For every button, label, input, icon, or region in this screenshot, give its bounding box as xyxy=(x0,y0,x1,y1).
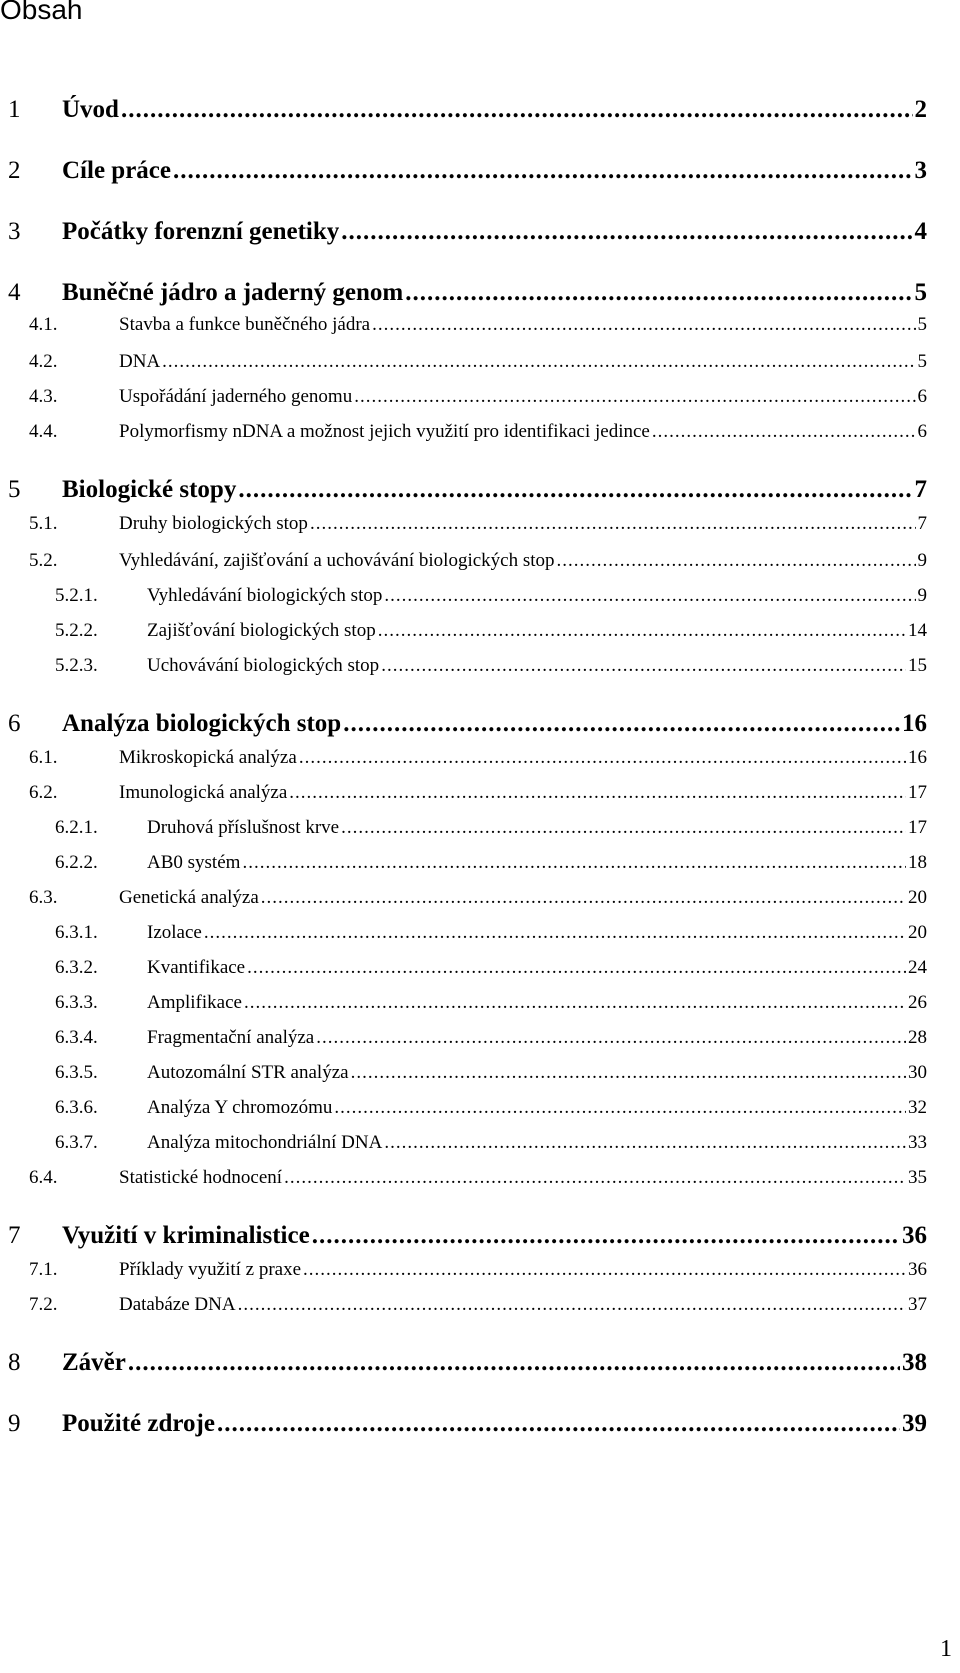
toc-entry-label: Analýza biologických stop xyxy=(62,710,342,737)
toc-entry[interactable] xyxy=(29,314,927,336)
toc-entry-number: 6.4. xyxy=(29,1167,58,1188)
toc-dot-leader xyxy=(121,96,913,124)
toc-entry-number: 7 xyxy=(8,1222,21,1249)
toc-entry[interactable] xyxy=(55,1097,927,1119)
toc-dot-leader xyxy=(652,421,916,443)
toc-dot-leader xyxy=(303,1259,906,1281)
toc-dot-leader xyxy=(310,513,916,535)
toc-entry-page: 14 xyxy=(908,620,927,641)
toc-entry-label: Statistické hodnocení xyxy=(119,1167,283,1188)
toc-entry-page: 36 xyxy=(908,1259,927,1280)
toc-entry-page: 35 xyxy=(908,1167,927,1188)
toc-entry-page: 7 xyxy=(914,476,927,503)
toc-dot-leader xyxy=(343,710,900,738)
toc-entry-page: 9 xyxy=(917,550,927,571)
toc-entry-label: Genetická analýza xyxy=(119,887,259,908)
toc-entry[interactable] xyxy=(29,887,927,909)
toc-entry[interactable] xyxy=(8,1349,927,1377)
toc-entry-label: Vyhledávání biologických stop xyxy=(147,585,383,606)
toc-dot-leader xyxy=(381,655,906,677)
toc-dot-leader xyxy=(238,476,912,504)
toc-entry-label: Úvod xyxy=(62,96,119,123)
toc-entry[interactable] xyxy=(29,386,927,408)
toc-entry-number: 5.2.2. xyxy=(55,620,98,641)
toc-entry-label: Druhy biologických stop xyxy=(119,513,308,534)
toc-entry[interactable] xyxy=(55,922,927,944)
toc-entry[interactable] xyxy=(29,513,927,535)
toc-entry-number: 5.2.3. xyxy=(55,655,98,676)
toc-entry-number: 6 xyxy=(8,710,21,737)
toc-entry-number: 6.2. xyxy=(29,782,58,803)
toc-entry-label: Počátky forenzní genetiky xyxy=(62,218,340,245)
toc-entry-number: 6.3.5. xyxy=(55,1062,98,1083)
toc-dot-leader xyxy=(289,782,906,804)
toc-entry-number: 6.1. xyxy=(29,747,58,768)
toc-entry[interactable] xyxy=(8,96,927,124)
toc-entry[interactable] xyxy=(29,1167,927,1189)
toc-entry[interactable] xyxy=(55,1132,927,1154)
toc-entry[interactable] xyxy=(8,157,927,185)
toc-entry-page: 33 xyxy=(908,1132,927,1153)
toc-dot-leader xyxy=(162,351,915,373)
toc-entry-label: Izolace xyxy=(147,922,202,943)
toc-entry-number: 5.2. xyxy=(29,550,58,571)
toc-entry[interactable] xyxy=(55,620,927,642)
toc-entry[interactable] xyxy=(55,957,927,979)
toc-entry-page: 17 xyxy=(908,817,927,838)
toc-entry-page: 28 xyxy=(908,1027,927,1048)
toc-entry-number: 5 xyxy=(8,476,21,503)
toc-entry-number: 6.3.7. xyxy=(55,1132,98,1153)
toc-dot-leader xyxy=(405,279,912,307)
toc-entry-page: 6 xyxy=(917,386,927,407)
toc-dot-leader xyxy=(372,314,915,336)
toc-entry-number: 4.2. xyxy=(29,351,58,372)
toc-entry-number: 6.3.1. xyxy=(55,922,98,943)
toc-entry-label: Analýza mitochondriální DNA xyxy=(147,1132,383,1153)
toc-dot-leader xyxy=(261,887,906,909)
toc-dot-leader xyxy=(354,386,915,408)
toc-entry[interactable] xyxy=(8,710,927,738)
toc-entry-page: 5 xyxy=(917,351,927,372)
toc-entry-label: Kvantifikace xyxy=(147,957,246,978)
toc-entry-label: Amplifikace xyxy=(147,992,242,1013)
toc-entry-label: AB0 systém xyxy=(147,852,241,873)
toc-entry-label: Uspořádání jaderného genomu xyxy=(119,386,353,407)
toc-entry-number: 7.2. xyxy=(29,1294,58,1315)
toc-dot-leader xyxy=(299,747,906,769)
toc-dot-leader xyxy=(247,957,906,979)
toc-entry-label: Uchovávání biologických stop xyxy=(147,655,380,676)
toc-entry-label: Mikroskopická analýza xyxy=(119,747,297,768)
toc-entry-number: 6.3.6. xyxy=(55,1097,98,1118)
toc-entry-label: Fragmentační analýza xyxy=(147,1027,315,1048)
toc-dot-leader xyxy=(204,922,906,944)
toc-entry-page: 26 xyxy=(908,992,927,1013)
toc-entry[interactable] xyxy=(29,1259,927,1281)
toc-entry-number: 4.1. xyxy=(29,314,58,335)
toc-entry-page: 5 xyxy=(914,279,927,306)
toc-entry-page: 24 xyxy=(908,957,927,978)
toc-entry[interactable] xyxy=(29,550,927,572)
toc-dot-leader xyxy=(238,1294,906,1316)
toc-entry-number: 4.3. xyxy=(29,386,58,407)
page-number: 1 xyxy=(940,1636,952,1662)
toc-entry-number: 1 xyxy=(8,96,21,123)
toc-entry-number: 3 xyxy=(8,218,21,245)
toc-entry-label: Použité zdroje xyxy=(62,1410,215,1437)
toc-entry[interactable] xyxy=(29,747,927,769)
toc-entry-label: Závěr xyxy=(62,1349,126,1376)
toc-entry-label: DNA xyxy=(119,351,161,372)
toc-dot-leader xyxy=(378,620,906,642)
toc-entry-label: Analýza Y chromozómu xyxy=(147,1097,333,1118)
toc-entry-label: Autozomální STR analýza xyxy=(147,1062,349,1083)
toc-entry-label: Imunologická analýza xyxy=(119,782,288,803)
toc-dot-leader xyxy=(384,585,915,607)
toc-entry-page: 36 xyxy=(902,1222,927,1249)
toc-entry-label: Vyhledávání, zajišťování a uchovávání biologických stop xyxy=(119,550,555,571)
toc-entry[interactable] xyxy=(8,279,927,307)
toc-entry-page: 16 xyxy=(908,747,927,768)
toc-entry-page: 20 xyxy=(908,922,927,943)
toc-entry-label: Zajišťování biologických stop xyxy=(147,620,376,641)
toc-entry[interactable] xyxy=(8,218,927,246)
toc-dot-leader xyxy=(242,852,906,874)
toc-entry-page: 38 xyxy=(902,1349,927,1376)
toc-entry-number: 4.4. xyxy=(29,421,58,442)
toc-entry[interactable] xyxy=(29,1294,927,1316)
toc-entry-page: 18 xyxy=(908,852,927,873)
toc-entry-number: 6.3.3. xyxy=(55,992,98,1013)
toc-entry-page: 30 xyxy=(908,1062,927,1083)
toc-entry-label: Stavba a funkce buněčného jádra xyxy=(119,314,371,335)
toc-entry-number: 6.3.4. xyxy=(55,1027,98,1048)
toc-entry-number: 6.2.2. xyxy=(55,852,98,873)
toc-entry-page: 17 xyxy=(908,782,927,803)
toc-entry[interactable] xyxy=(8,476,927,504)
toc-dot-leader xyxy=(351,1062,906,1084)
toc-entry-page: 5 xyxy=(917,314,927,335)
toc-entry-number: 8 xyxy=(8,1349,21,1376)
toc-entry-number: 5.1. xyxy=(29,513,58,534)
toc-entry[interactable] xyxy=(55,852,927,874)
toc-entry[interactable] xyxy=(29,782,927,804)
toc-dot-leader xyxy=(334,1097,906,1119)
toc-entry-label: Cíle práce xyxy=(62,157,171,184)
toc-dot-leader xyxy=(557,550,916,572)
toc-dot-leader xyxy=(341,218,912,246)
page-title: Obsah xyxy=(0,0,83,25)
toc-entry-page: 7 xyxy=(917,513,927,534)
toc-dot-leader xyxy=(284,1167,906,1189)
toc-entry-number: 6.3.2. xyxy=(55,957,98,978)
toc-entry[interactable] xyxy=(55,655,927,677)
toc-dot-leader xyxy=(341,817,906,839)
toc-dot-leader xyxy=(316,1027,906,1049)
toc-entry-page: 20 xyxy=(908,887,927,908)
toc-entry-page: 9 xyxy=(917,585,927,606)
toc-entry-label: Polymorfismy nDNA a možnost jejich využití pro identifikaci jedince xyxy=(119,421,650,442)
toc-entry-page: 3 xyxy=(914,157,927,184)
toc-entry[interactable] xyxy=(55,992,927,1014)
toc-entry-page: 32 xyxy=(908,1097,927,1118)
toc-entry[interactable] xyxy=(55,817,927,839)
toc-entry[interactable] xyxy=(8,1410,927,1438)
toc-entry-page: 6 xyxy=(917,421,927,442)
toc-entry-page: 16 xyxy=(902,710,927,737)
toc-entry-label: Využití v kriminalistice xyxy=(62,1222,310,1249)
toc-entry-label: Databáze DNA xyxy=(119,1294,236,1315)
toc-dot-leader xyxy=(217,1410,900,1438)
toc-entry-page: 37 xyxy=(908,1294,927,1315)
toc-entry[interactable] xyxy=(55,1027,927,1049)
toc-entry-label: Biologické stopy xyxy=(62,476,237,503)
toc-entry-number: 2 xyxy=(8,157,21,184)
toc-entry-number: 4 xyxy=(8,279,21,306)
toc-dot-leader xyxy=(173,157,913,185)
toc-dot-leader xyxy=(244,992,906,1014)
toc-dot-leader xyxy=(128,1349,900,1377)
toc-entry-label: Buněčné jádro a jaderný genom xyxy=(62,279,404,306)
toc-entry[interactable] xyxy=(55,585,927,607)
toc-entry-label: Příklady využití z praxe xyxy=(119,1259,302,1280)
toc-dot-leader xyxy=(312,1222,900,1250)
toc-entry-number: 9 xyxy=(8,1410,21,1437)
toc-entry-number: 7.1. xyxy=(29,1259,58,1280)
toc-entry[interactable] xyxy=(29,351,927,373)
toc-entry-number: 5.2.1. xyxy=(55,585,98,606)
toc-entry-page: 4 xyxy=(914,218,927,245)
toc-entry-page: 2 xyxy=(914,96,927,123)
toc-entry[interactable] xyxy=(55,1062,927,1084)
toc-entry-label: Druhová příslušnost krve xyxy=(147,817,340,838)
toc-entry[interactable] xyxy=(29,421,927,443)
toc-entry-page: 39 xyxy=(902,1410,927,1437)
toc-dot-leader xyxy=(384,1132,906,1154)
toc-entry[interactable] xyxy=(8,1222,927,1250)
toc-entry-page: 15 xyxy=(908,655,927,676)
toc-entry-number: 6.3. xyxy=(29,887,58,908)
toc-entry-number: 6.2.1. xyxy=(55,817,98,838)
